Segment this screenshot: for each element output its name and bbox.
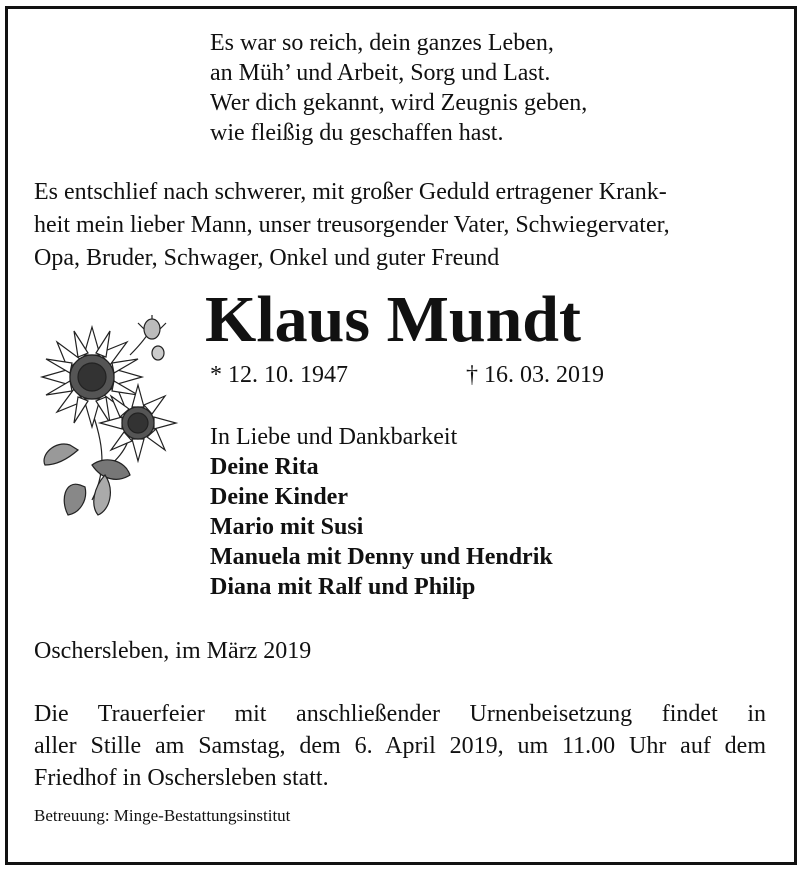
mourners-heading: In Liebe und Dankbarkeit bbox=[210, 424, 458, 450]
mourners-list bbox=[210, 422, 553, 602]
birth-date: * 12. 10. 1947 bbox=[210, 362, 348, 388]
funeral-details bbox=[34, 698, 766, 794]
place-date: Oschersleben, im März 2019 bbox=[34, 638, 312, 664]
death-date: † 16. 03. 2019 bbox=[466, 362, 604, 388]
mourner-entry: Diana mit Ralf und Philip bbox=[210, 574, 476, 600]
announcement-line: Es entschlief nach schwerer, mit großer Geduld ertragener Krank- bbox=[34, 179, 667, 205]
funeral-details-line: Die Trauerfeier mit anschließender Urnenbeisetzung findet in bbox=[34, 701, 766, 727]
announcement-text bbox=[34, 176, 764, 275]
undertaker-credit: Betreuung: Minge-Bestattungsinstitut bbox=[34, 806, 291, 825]
mourner-entry: Deine Rita bbox=[210, 454, 319, 480]
mourner-entry: Manuela mit Denny und Hendrik bbox=[210, 544, 553, 570]
funeral-details-line: Friedhof in Oschersleben statt. bbox=[34, 765, 329, 791]
announcement-line: heit mein lieber Mann, unser treusorgender Vater, Schwiegervater, bbox=[34, 212, 670, 238]
memorial-poem bbox=[210, 28, 587, 148]
poem-line: Es war so reich, dein ganzes Leben, bbox=[210, 30, 554, 56]
mourner-entry: Mario mit Susi bbox=[210, 514, 364, 540]
mourner-entry: Deine Kinder bbox=[210, 484, 348, 510]
life-dates bbox=[210, 360, 604, 390]
sunflower-icon bbox=[30, 315, 185, 525]
announcement-line: Opa, Bruder, Schwager, Onkel und guter Freund bbox=[34, 245, 500, 271]
poem-line: wie fleißig du geschaffen hast. bbox=[210, 120, 504, 146]
funeral-details-line: aller Stille am Samstag, dem 6. April 2019, um 11.00 Uhr auf dem bbox=[34, 733, 766, 759]
poem-line: Wer dich gekannt, wird Zeugnis geben, bbox=[210, 90, 588, 116]
poem-line: an Müh’ und Arbeit, Sorg und Last. bbox=[210, 60, 551, 86]
deceased-name: Klaus Mundt bbox=[205, 283, 581, 356]
